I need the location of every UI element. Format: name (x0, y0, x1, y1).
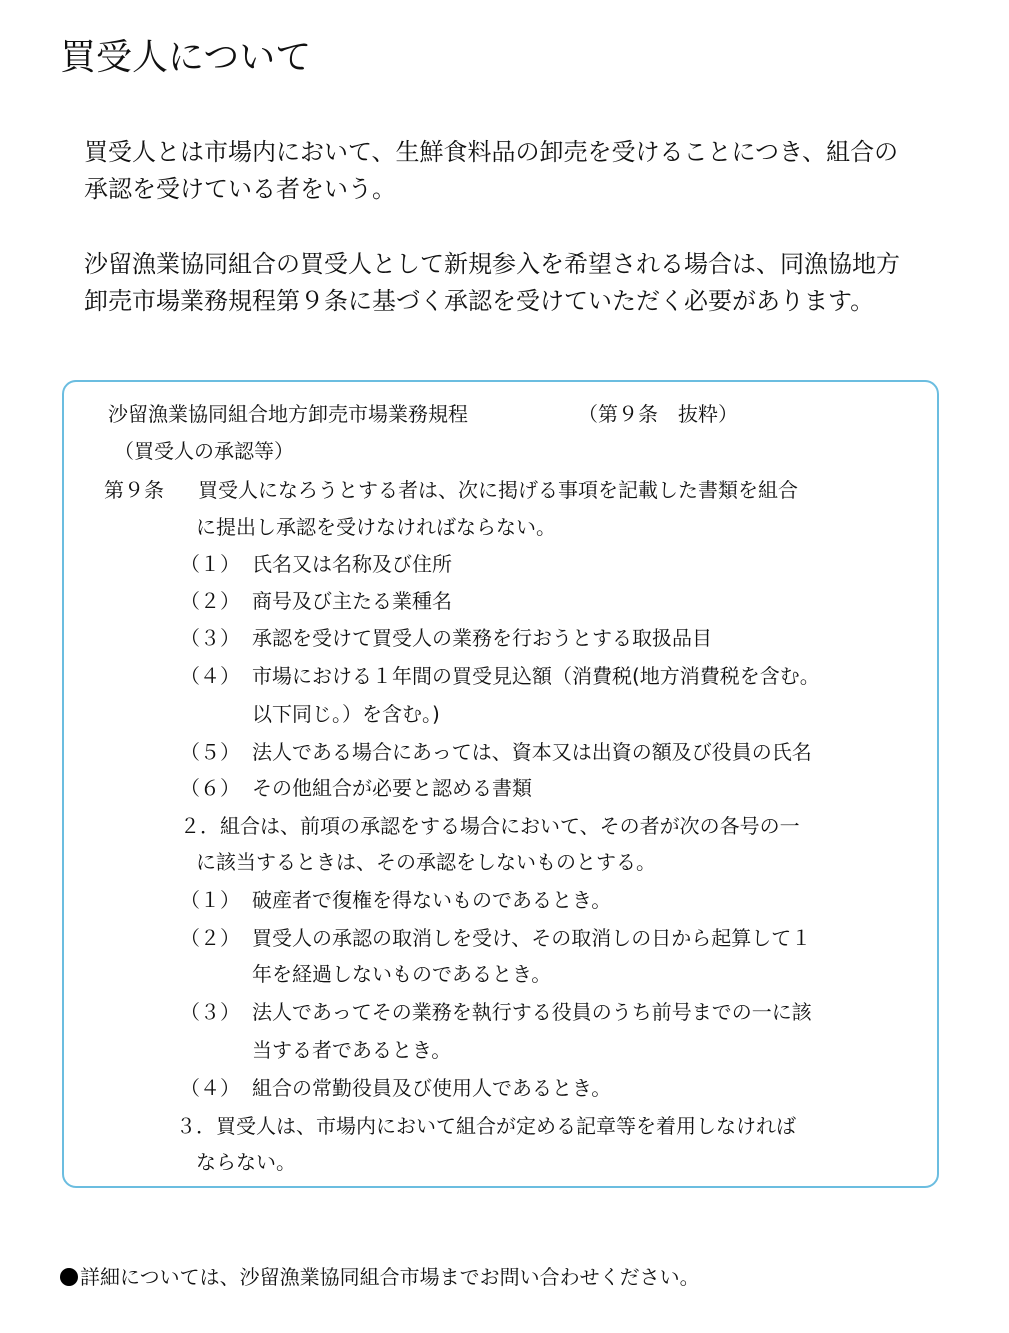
regulation-heading-note: （第９条 抜粋） (578, 402, 738, 426)
item-number: （３） (180, 626, 240, 650)
item-number: （６） (180, 776, 240, 800)
footer-note (60, 1262, 700, 1292)
item-text-continued: 年を経過しないものであるとき。 (252, 962, 552, 986)
item-text: 破産者で復権を得ないものであるとき。 (252, 888, 612, 912)
article-line1: 買受人になろうとする者は、次に掲げる事項を記載した書類を組合 (198, 478, 798, 502)
item-number: （２） (180, 589, 240, 613)
item-text: 氏名又は名称及び住所 (252, 552, 452, 576)
item-text: 買受人の承認の取消しを受け、その取消しの日から起算して１ (252, 926, 812, 950)
intro-para2-line1: 沙留漁業協同組合の買受人として新規参入を希望される場合は、同漁協地方 (84, 250, 900, 278)
paragraph-2-line1: ２．組合は、前項の承認をする場合において、その者が次の各号の一 (180, 814, 800, 838)
paragraph-2-line2: に該当するときは、その承認をしないものとする。 (196, 850, 656, 874)
item-number: （４） (180, 664, 240, 688)
regulation-caption: （買受人の承認等） (114, 439, 294, 463)
intro-para1-line1: 買受人とは市場内において、生鮮食料品の卸売を受けることにつき、組合の (84, 138, 899, 166)
paragraph-3-line1: ３．買受人は、市場内において組合が定める記章等を着用しなければ (176, 1114, 796, 1138)
item-number: （１） (180, 888, 240, 912)
item-number: （３） (180, 1000, 240, 1024)
item-text: 商号及び主たる業種名 (252, 589, 452, 613)
paragraph-3-line2: ならない。 (196, 1150, 296, 1174)
item-number: （５） (180, 740, 240, 764)
item-text-continued: 以下同じ。）を含む。) (252, 702, 440, 726)
item-text-continued: 当する者であるとき。 (252, 1038, 452, 1062)
item-text: 承認を受けて買受人の業務を行おうとする取扱品目 (252, 626, 712, 650)
footer-text: 詳細については、沙留漁業協同組合市場までお問い合わせください。 (80, 1265, 700, 1289)
item-text: その他組合が必要と認める書類 (252, 776, 532, 800)
intro-para1-line2: 承認を受けている者をいう。 (84, 175, 396, 203)
article-label: 第９条 (104, 478, 164, 502)
item-text: 法人である場合にあっては、資本又は出資の額及び役員の氏名 (252, 740, 812, 764)
item-text: 組合の常勤役員及び使用人であるとき。 (252, 1076, 612, 1100)
regulation-heading: 沙留漁業協同組合地方卸売市場業務規程 (108, 402, 468, 426)
item-text: 市場における１年間の買受見込額（消費税(地方消費税を含む。 (252, 664, 820, 688)
bullet-icon (60, 1268, 78, 1286)
item-text: 法人であってその業務を執行する役員のうち前号までの一に該 (252, 1000, 812, 1024)
item-number: （４） (180, 1076, 240, 1100)
item-number: （１） (180, 552, 240, 576)
page-title: 買受人について (60, 37, 312, 78)
article-line2: に提出し承認を受けなければならない。 (196, 515, 556, 539)
item-number: （２） (180, 926, 240, 950)
intro-para2-line2: 卸売市場業務規程第９条に基づく承認を受けていただく必要があります。 (84, 287, 875, 315)
